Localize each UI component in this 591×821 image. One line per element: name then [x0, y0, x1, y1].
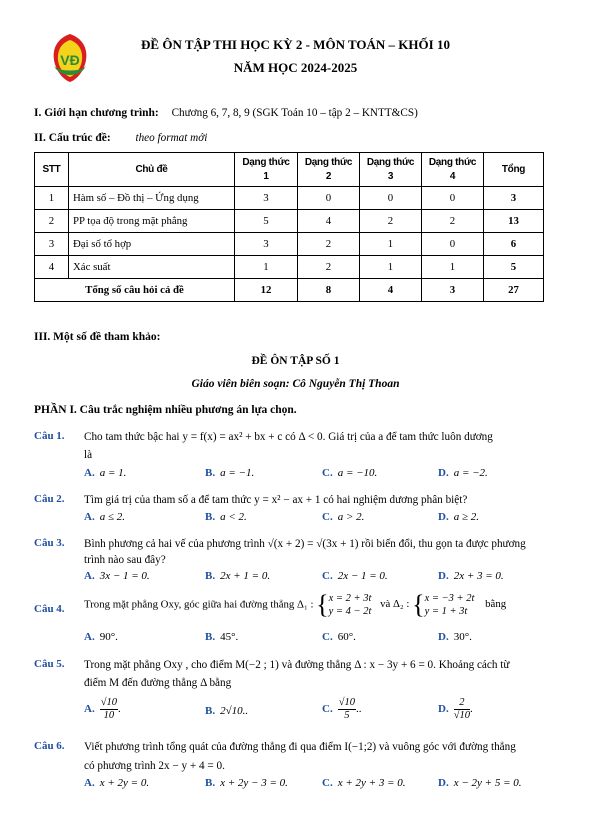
table-cell: 1	[360, 233, 422, 256]
option-b[interactable]	[205, 631, 238, 643]
option-letter: A.	[84, 703, 95, 716]
option-d[interactable]	[438, 697, 473, 722]
option-letter: D.	[438, 777, 449, 789]
option-letter: B.	[205, 467, 216, 479]
option-letter: A.	[84, 570, 95, 582]
option-letter: A.	[84, 631, 95, 643]
option-d[interactable]	[438, 511, 479, 523]
table-cell: 0	[360, 187, 422, 210]
table-cell: 2	[298, 256, 360, 279]
system-eq: x = −3 + 2t	[424, 593, 475, 604]
option-letter: B.	[205, 777, 216, 789]
question-text-cont: có phương trình 2x − y + 4 = 0.	[84, 760, 225, 772]
table-cell: 8	[298, 279, 360, 302]
table-cell: 3	[235, 233, 298, 256]
question-text-cont: là	[84, 449, 93, 461]
option-d[interactable]	[438, 570, 504, 582]
part-1-title: PHẦN I. Câu trắc nghiệm nhiều phương án lựa chọn.	[34, 404, 297, 416]
option-c[interactable]	[322, 570, 388, 582]
option-a[interactable]	[84, 511, 125, 523]
option-value: 2x + 1 = 0.	[220, 570, 271, 582]
option-letter: D.	[438, 631, 449, 643]
table-cell: 2	[360, 210, 422, 233]
option-c[interactable]	[322, 511, 364, 523]
exam-author: Giáo viên biên soạn: Cô Nguyễn Thị Thoan	[191, 378, 400, 390]
option-value: 2x − 1 = 0.	[337, 570, 388, 582]
option-value: a = −10.	[337, 467, 378, 479]
option-value: 30°.	[453, 631, 472, 643]
option-tail: .	[469, 703, 473, 716]
option-tail: ..	[355, 703, 362, 716]
table-cell: 0	[422, 187, 484, 210]
table-cell: Hàm số – Đồ thị – Ứng dụng	[69, 187, 235, 210]
section-1-label: I. Giới hạn chương trình:	[34, 107, 159, 119]
option-a[interactable]	[84, 631, 118, 643]
table-row	[35, 256, 544, 279]
table-cell: 1	[35, 187, 69, 210]
table-cell: 2	[35, 210, 69, 233]
table-header: Tổng	[484, 153, 544, 187]
option-d[interactable]	[438, 631, 472, 643]
option-letter: A.	[84, 511, 95, 523]
option-value: 2√10..	[220, 705, 249, 717]
option-b[interactable]	[205, 705, 248, 717]
option-value: 90°.	[99, 631, 118, 643]
option-c[interactable]	[322, 777, 406, 789]
exam-title: ĐỀ ÔN TẬP SỐ 1	[251, 355, 340, 367]
table-cell: 27	[484, 279, 544, 302]
option-letter: C.	[322, 703, 333, 716]
option-value: 2x + 3 = 0.	[453, 570, 504, 582]
section-2-value: theo format mới	[135, 132, 208, 144]
fraction	[100, 697, 118, 722]
option-tail: .	[117, 703, 121, 716]
table-cell: 5	[484, 256, 544, 279]
table-cell: 1	[422, 256, 484, 279]
system-eq: y = 4 − 2t	[328, 606, 372, 617]
table-header: Dạng thức 3	[360, 153, 422, 187]
option-value: a ≤ 2.	[99, 511, 125, 523]
question-label: Câu 5.	[34, 658, 65, 670]
fraction-numerator: 2	[454, 697, 470, 710]
system-1	[329, 592, 372, 618]
option-c[interactable]	[322, 467, 377, 479]
section-1	[34, 107, 418, 119]
option-letter: B.	[205, 570, 216, 582]
option-value: 3x − 1 = 0.	[99, 570, 150, 582]
table-cell: 3	[484, 187, 544, 210]
table-cell: 6	[484, 233, 544, 256]
table-row	[35, 187, 544, 210]
table-header: Dạng thức 4	[422, 153, 484, 187]
question-text: Trong mặt phẳng Oxy , cho điểm M(−2 ; 1) và đường thẳng Δ : x − 3y + 6 = 0. Khoảng cách từ	[84, 659, 510, 671]
table-header: Dạng thức 1	[235, 153, 298, 187]
option-a[interactable]	[84, 570, 150, 582]
option-letter: B.	[205, 511, 216, 523]
section-1-value: Chương 6, 7, 8, 9 (SGK Toán 10 – tập 2 – KNTT&CS)	[171, 107, 418, 119]
option-d[interactable]	[438, 467, 488, 479]
option-value: x + 2y = 0.	[99, 777, 150, 789]
table-cell: 3	[235, 187, 298, 210]
question-label: Câu 1.	[34, 430, 65, 442]
question-label: Câu 6.	[34, 740, 65, 752]
table-cell: 1	[235, 256, 298, 279]
table-cell: 12	[235, 279, 298, 302]
question-text-part: Trong mặt phẳng Oxy, góc giữa hai đường thẳng Δ₁ :	[84, 598, 314, 611]
fraction-denominator: 5	[344, 710, 350, 721]
option-value: a = −2.	[453, 467, 488, 479]
option-letter: C.	[322, 570, 333, 582]
option-a[interactable]	[84, 777, 149, 789]
table-header: STT	[35, 153, 69, 187]
question-text: Viết phương trình tổng quát của đường thẳng đi qua điểm I(−1;2) và vuông góc với đường thẳng	[84, 741, 516, 753]
table-cell: 2	[298, 233, 360, 256]
question-text-part: bằng	[485, 598, 507, 611]
table-row	[35, 233, 544, 256]
table-cell: 3	[422, 279, 484, 302]
option-letter: C.	[322, 777, 333, 789]
table-total-label: Tổng số câu hỏi cả đề	[35, 279, 235, 302]
option-letter: D.	[438, 467, 449, 479]
fraction-numerator: √10	[100, 697, 117, 708]
option-letter: A.	[84, 777, 95, 789]
option-b[interactable]	[205, 511, 247, 523]
table-header: Chủ đề	[69, 153, 235, 187]
table-cell: 4	[360, 279, 422, 302]
question-text-part: và Δ₂ :	[380, 598, 410, 611]
structure-table	[34, 152, 544, 302]
question-text: Bình phương cả hai vế của phương trình √(x + 2) = √(3x + 1) rồi biến đổi, thu gọn ta được phương	[84, 538, 526, 550]
table-cell: 4	[35, 256, 69, 279]
option-value: x + 2y − 3 = 0.	[220, 777, 288, 789]
option-letter: D.	[438, 703, 449, 716]
table-cell: 2	[422, 210, 484, 233]
option-value: 45°.	[220, 631, 239, 643]
question-text: Cho tam thức bậc hai y = f(x) = ax² + bx + c có Δ < 0. Giá trị của a để tam thức luôn dương	[84, 431, 493, 443]
question-label: Câu 3.	[34, 537, 65, 549]
question-text-cont: trình nào sau đây?	[84, 554, 166, 566]
page-title: ĐỀ ÔN TẬP THI HỌC KỲ 2 - MÔN TOÁN – KHỐI 10	[141, 37, 450, 52]
logo-text: VĐ	[60, 52, 80, 68]
option-a[interactable]	[84, 697, 121, 722]
option-d[interactable]	[438, 777, 522, 789]
table-total-row	[35, 279, 544, 302]
school-year: NĂM HỌC 2024-2025	[233, 60, 358, 75]
table-cell: 1	[360, 256, 422, 279]
question-text-cont: điểm M đến đường thẳng Δ bằng	[84, 677, 232, 689]
option-value: x + 2y + 3 = 0.	[337, 777, 406, 789]
option-letter: A.	[84, 467, 95, 479]
fraction-numerator: √10	[338, 697, 355, 708]
option-value: a ≥ 2.	[453, 511, 479, 523]
option-value: a > 2.	[337, 511, 365, 523]
table-cell: 0	[298, 187, 360, 210]
question-label: Câu 2.	[34, 493, 65, 505]
option-a[interactable]	[84, 467, 126, 479]
fraction-denominator: √10	[453, 710, 470, 721]
system-2	[425, 592, 475, 618]
option-letter: B.	[205, 705, 216, 717]
table-cell: PP tọa độ trong mặt phẳng	[69, 210, 235, 233]
table-cell: 3	[35, 233, 69, 256]
table-header-row	[35, 153, 544, 187]
option-letter: C.	[322, 467, 333, 479]
option-letter: D.	[438, 511, 449, 523]
question-text	[84, 592, 564, 618]
system-brace: {	[412, 590, 425, 619]
option-b[interactable]	[205, 570, 270, 582]
fraction	[454, 697, 470, 722]
table-cell: Xác suất	[69, 256, 235, 279]
section-3-label: III. Một số đề tham khảo:	[34, 331, 161, 343]
question-label: Câu 4.	[34, 603, 65, 615]
table-cell: Đại số tổ hợp	[69, 233, 235, 256]
option-b[interactable]	[205, 467, 254, 479]
system-eq: x = 2 + 3t	[328, 593, 372, 604]
section-2-label: II. Cấu trúc đề:	[34, 132, 111, 144]
option-value: a < 2.	[220, 511, 247, 523]
table-header: Dạng thức 2	[298, 153, 360, 187]
fraction-denominator: 10	[103, 710, 115, 721]
option-letter: D.	[438, 570, 449, 582]
option-value: x − 2y + 5 = 0.	[453, 777, 522, 789]
table-cell: 13	[484, 210, 544, 233]
question-text: Tìm giá trị của tham số a để tam thức y = x² − ax + 1 có hai nghiệm dương phân biệt?	[84, 494, 468, 506]
option-c[interactable]	[322, 697, 361, 722]
option-value: 60°.	[337, 631, 356, 643]
table-cell: 0	[422, 233, 484, 256]
table-cell: 4	[298, 210, 360, 233]
fraction	[338, 697, 356, 722]
option-c[interactable]	[322, 631, 356, 643]
option-value: a = 1.	[99, 467, 127, 479]
option-letter: C.	[322, 511, 333, 523]
table-cell: 5	[235, 210, 298, 233]
option-letter: B.	[205, 631, 216, 643]
table-row	[35, 210, 544, 233]
option-b[interactable]	[205, 777, 288, 789]
system-brace: {	[316, 590, 329, 619]
system-eq: y = 1 + 3t	[424, 606, 468, 617]
section-2	[34, 132, 207, 144]
option-letter: C.	[322, 631, 333, 643]
option-value: a = −1.	[220, 467, 255, 479]
